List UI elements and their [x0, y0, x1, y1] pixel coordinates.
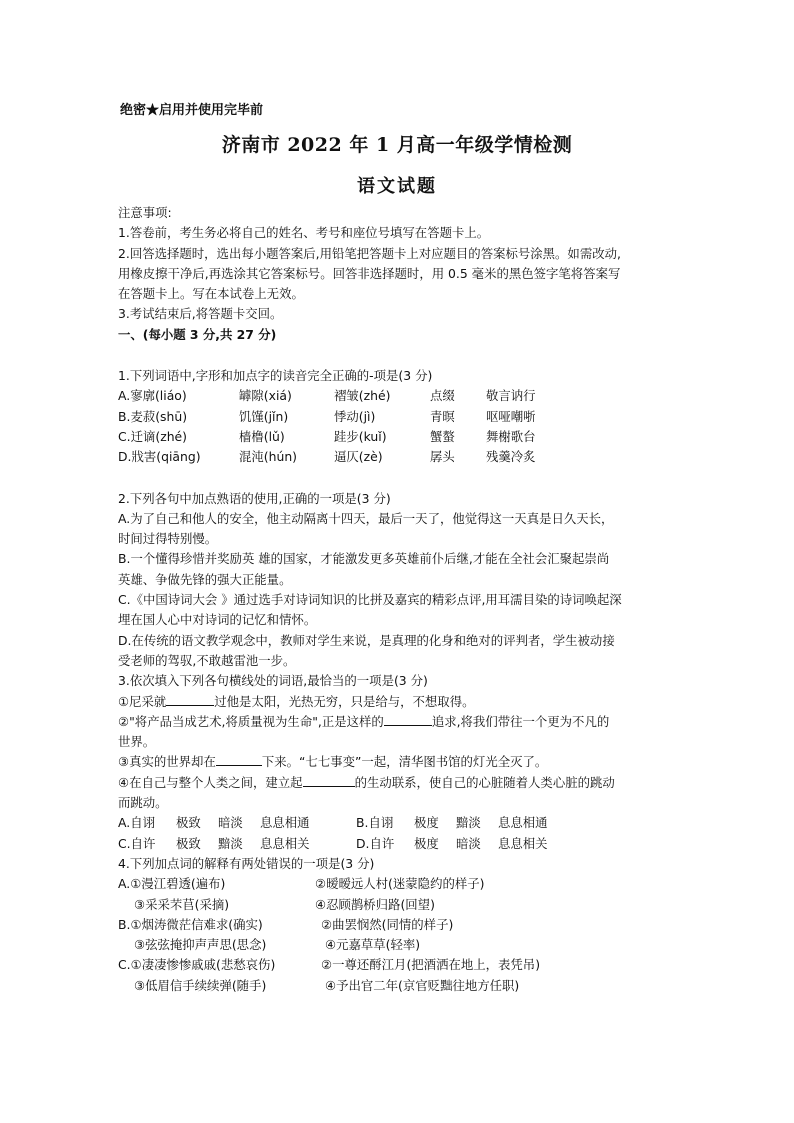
- q1-stem: 1.下列词语中,字形和加点字的读音完全正确的-项是(3 分): [118, 368, 433, 384]
- q3-sentence-1: [118, 692, 678, 712]
- q1-a-term-4: 点缀: [430, 388, 455, 404]
- q3-s3-start: ③真实的世界却在: [118, 754, 216, 770]
- q3-s2-start: ②"将产品当成艺术,将质量视为生命",正是这样的: [118, 713, 384, 729]
- q3-options-row-1: [118, 813, 678, 833]
- note-3: 3.考试结束后,将答题卡交回。: [118, 306, 283, 322]
- q3-d-word-2: 极度: [414, 835, 439, 851]
- q1-b-term-4: 青暝: [430, 408, 455, 424]
- q1-d-term-4: 孱头: [430, 449, 455, 465]
- q4-option-c-row-1: [118, 955, 678, 975]
- q3-s1-end: 过他是太阳，光热无穷，只是给与，不想取得。: [214, 693, 475, 709]
- q3-stem: 3.依次填入下列各句横线处的词语,最恰当的一项是(3 分): [118, 673, 428, 689]
- q3-s4-start: ④在自己与整个人类之间，建立起: [118, 774, 303, 790]
- q4-c-item-2: ②一尊还酹江月(把酒洒在地上，表凭吊): [321, 957, 541, 973]
- q3-options-row-2: [118, 834, 678, 854]
- q1-option-b: [118, 407, 678, 427]
- q4-b-item-3: ③弦弦掩抑声声思(思念): [134, 937, 267, 953]
- q3-b-word-3: 黯淡: [456, 815, 481, 831]
- note-2-line-2: 用橡皮擦干净后,再选涂其它答案标号。回答非选择题时，用 0.5 毫米的黑色签字笔将答案写: [118, 265, 621, 281]
- q1-c-term-2: 樯橹(lǔ): [239, 428, 285, 444]
- q4-c-item-3: ③低眉信手续续弹(随手): [134, 977, 267, 993]
- q1-d-term-2: 混沌(hún): [239, 449, 298, 465]
- q3-sentence-4-cont: 而跳动。: [118, 795, 168, 811]
- q1-d-term-1: D.戕害(qiāng): [118, 449, 201, 465]
- q2-option-d-line-1: D.在传统的语文教学观念中，教师对学生来说，是真理的化身和绝对的评判者，学生被动接: [118, 632, 615, 648]
- q1-a-term-2: 罅隙(xiá): [239, 388, 292, 404]
- q1-c-term-1: C.迁谪(zhé): [118, 428, 188, 444]
- q4-a-item-1: A.①漫江碧透(遍布): [118, 876, 226, 892]
- q2-stem: 2.下列各句中加点熟语的使用,正确的一项是(3 分): [118, 490, 391, 506]
- confidential-label: 绝密★启用并使用完毕前: [120, 103, 264, 118]
- notes-heading: 注意事项:: [118, 205, 172, 220]
- q1-b-term-5: 呕哑嘲哳: [486, 408, 536, 424]
- note-2-line-1: 2.回答选择题时，选出每小题答案后,用铅笔把答题卡上对应题目的答案标号涂黑。如需改动,: [118, 245, 621, 261]
- spacer: [118, 468, 678, 489]
- q3-a-word-4: 息息相通: [260, 815, 310, 831]
- q3-b-word-2: 极度: [414, 815, 439, 831]
- q4-option-a-row-1: [118, 874, 678, 894]
- q4-a-item-4: ④忍顾鹊桥归路(回望): [315, 896, 435, 912]
- q1-b-term-1: B.麦菽(shū): [118, 408, 188, 424]
- q4-option-b-row-1: [118, 915, 678, 935]
- q3-blank-4: [303, 773, 355, 787]
- q2-option-c-line-1: C.《中国诗词大会 》通过选手对诗词知识的比拼及嘉宾的精彩点评,用耳濡目染的诗词唤起深: [118, 592, 622, 608]
- q3-sentence-2-cont: 世界。: [118, 734, 156, 750]
- exam-body: [118, 203, 678, 996]
- q1-b-term-3: 悸动(jì): [334, 408, 376, 424]
- q4-b-item-4: ④元嘉草草(轻率): [325, 937, 421, 953]
- q4-stem: 4.下列加点词的解释有两处错误的一项是(3 分): [118, 855, 375, 871]
- q1-option-d: [118, 447, 678, 467]
- q2-option-a-line-2: 时间过得特别慢。: [118, 531, 218, 547]
- q3-a-word-3: 暗淡: [218, 815, 243, 831]
- q3-sentence-2: [118, 712, 678, 732]
- q1-a-term-1: A.寥廓(liáo): [118, 388, 187, 404]
- spacer: [118, 345, 678, 366]
- section-heading: 一、(每小题 3 分,共 27 分): [118, 326, 277, 342]
- q2-option-b-line-1: B.一个懂得珍惜并奖励英 雄的国家，才能激发更多英雄前仆后继,才能在全社会汇聚起崇尚: [118, 551, 610, 567]
- q3-c-word-2: 极致: [176, 835, 201, 851]
- q1-option-a: [118, 386, 678, 406]
- q4-option-c-row-2: [118, 976, 678, 996]
- q4-b-item-1: B.①烟涛微茫信难求(确实): [118, 916, 263, 932]
- q3-c-word-4: 息息相关: [260, 835, 310, 851]
- exam-title: 济南市 2022 年 1 月高一年级学情检测: [221, 134, 573, 156]
- q3-s1-start: ①尼采就: [118, 693, 167, 709]
- q3-blank-2: [384, 712, 432, 726]
- q1-a-term-3: 褶皱(zhé): [334, 388, 391, 404]
- q1-option-c: [118, 427, 678, 447]
- q1-c-term-4: 蟹螯: [430, 428, 455, 444]
- q3-s4-end: 的生动联系，使自己的心脏随着人类心脏的跳动: [354, 774, 615, 790]
- q3-a-word-2: 极致: [176, 815, 201, 831]
- q3-a-word-1: A.自诩: [118, 815, 155, 831]
- q1-c-term-3: 跬步(kuǐ): [334, 428, 387, 444]
- q1-b-term-2: 饥馑(jǐn): [239, 408, 289, 424]
- q2-option-b-line-2: 英雄、争做先锋的强大正能量。: [118, 571, 292, 587]
- q4-c-item-4: ④予出官二年(京官贬黜往地方任职): [325, 977, 520, 993]
- q1-d-term-5: 残羹冷炙: [486, 449, 536, 465]
- exam-subtitle: 语文试题: [357, 176, 437, 197]
- q3-d-word-4: 息息相关: [498, 835, 548, 851]
- q2-option-c-line-2: 埋在国人心中对诗词的记忆和情怀。: [118, 612, 317, 628]
- q1-a-term-5: 敬言讷行: [486, 388, 536, 404]
- q3-blank-1: [166, 692, 214, 706]
- q3-blank-3: [216, 752, 262, 766]
- q4-option-b-row-2: [118, 935, 678, 955]
- q3-c-word-3: 黯淡: [218, 835, 243, 851]
- q4-c-item-1: C.①凄凄惨惨戚戚(悲愁哀伤): [118, 957, 276, 973]
- q3-s3-end: 下来。“七七事变”一起，清华图书馆的灯光全灭了。: [261, 754, 548, 770]
- q4-b-item-2: ②曲罢悯然(同情的样子): [321, 916, 454, 932]
- note-2-line-3: 在答题卡上。写在本试卷上无效。: [118, 286, 304, 302]
- q3-b-word-1: B.自诩: [356, 815, 394, 831]
- q3-d-word-1: D.自许: [356, 835, 395, 851]
- q4-option-a-row-2: [118, 895, 678, 915]
- q4-a-item-3: ③采采芣苢(采摘): [134, 896, 230, 912]
- q3-sentence-3: [118, 752, 678, 772]
- q3-b-word-4: 息息相通: [498, 815, 548, 831]
- q1-d-term-3: 逼仄(zè): [334, 449, 383, 465]
- q3-d-word-3: 暗淡: [456, 835, 481, 851]
- note-1: 1.答卷前，考生务必将自己的姓名、考号和座位号填写在答题卡上。: [118, 225, 490, 241]
- q3-sentence-4: [118, 773, 678, 793]
- q3-s2-end: 追求,将我们带往一个更为不凡的: [431, 713, 610, 729]
- q1-c-term-5: 舞榭歌台: [486, 428, 536, 444]
- q2-option-a-line-1: A.为了自己和他人的安全，他主动隔离十四天，最后一天了，他觉得这一天真是日久天长，: [118, 510, 614, 526]
- q2-option-d-line-2: 受老师的驾驭,不敢越雷池一步。: [118, 652, 296, 668]
- q4-a-item-2: ②暧暧远人村(迷蒙隐约的样子): [315, 876, 485, 892]
- q3-c-word-1: C.自许: [118, 835, 156, 851]
